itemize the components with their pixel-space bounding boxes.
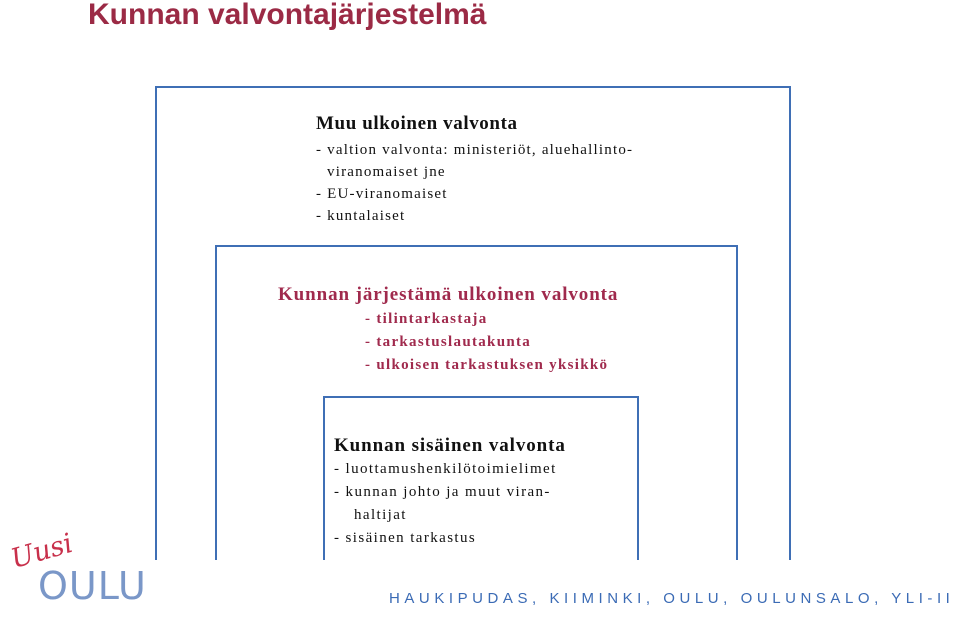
inner-line: - kunnan johto ja muut viran- (334, 484, 551, 500)
inner-line: haltijat (354, 507, 407, 523)
logo-script: Uusi (7, 527, 77, 575)
middle-heading: Kunnan järjestämä ulkoinen valvonta (278, 284, 619, 305)
inner-section (334, 435, 566, 550)
middle-section (278, 284, 618, 377)
logo-word: OULU (38, 564, 147, 608)
outer-line: viranomaiset jne (327, 164, 446, 180)
outer-line: - kuntalaiset (316, 208, 406, 224)
middle-line: - ulkoisen tarkastuksen yksikkö (365, 357, 609, 373)
inner-heading: Kunnan sisäinen valvonta (334, 435, 566, 456)
outer-line: - valtion valvonta: ministeriöt, aluehallinto- (316, 142, 634, 158)
outer-line: - EU-viranomaiset (316, 186, 448, 202)
middle-line: - tilintarkastaja (365, 311, 488, 327)
outer-heading: Muu ulkoinen valvonta (316, 113, 518, 134)
middle-line: - tarkastuslautakunta (365, 334, 532, 350)
outer-section (316, 113, 633, 227)
uusi-oulu-logo (7, 527, 176, 610)
page-title: Kunnan valvontajärjestelmä (88, 0, 487, 31)
footer-municipalities: HAUKIPUDAS, KIIMINKI, OULU, OULUNSALO, YLI-II (389, 590, 955, 607)
inner-line: - luottamushenkilötoimielimet (334, 461, 557, 477)
inner-line: - sisäinen tarkastus (334, 530, 477, 546)
